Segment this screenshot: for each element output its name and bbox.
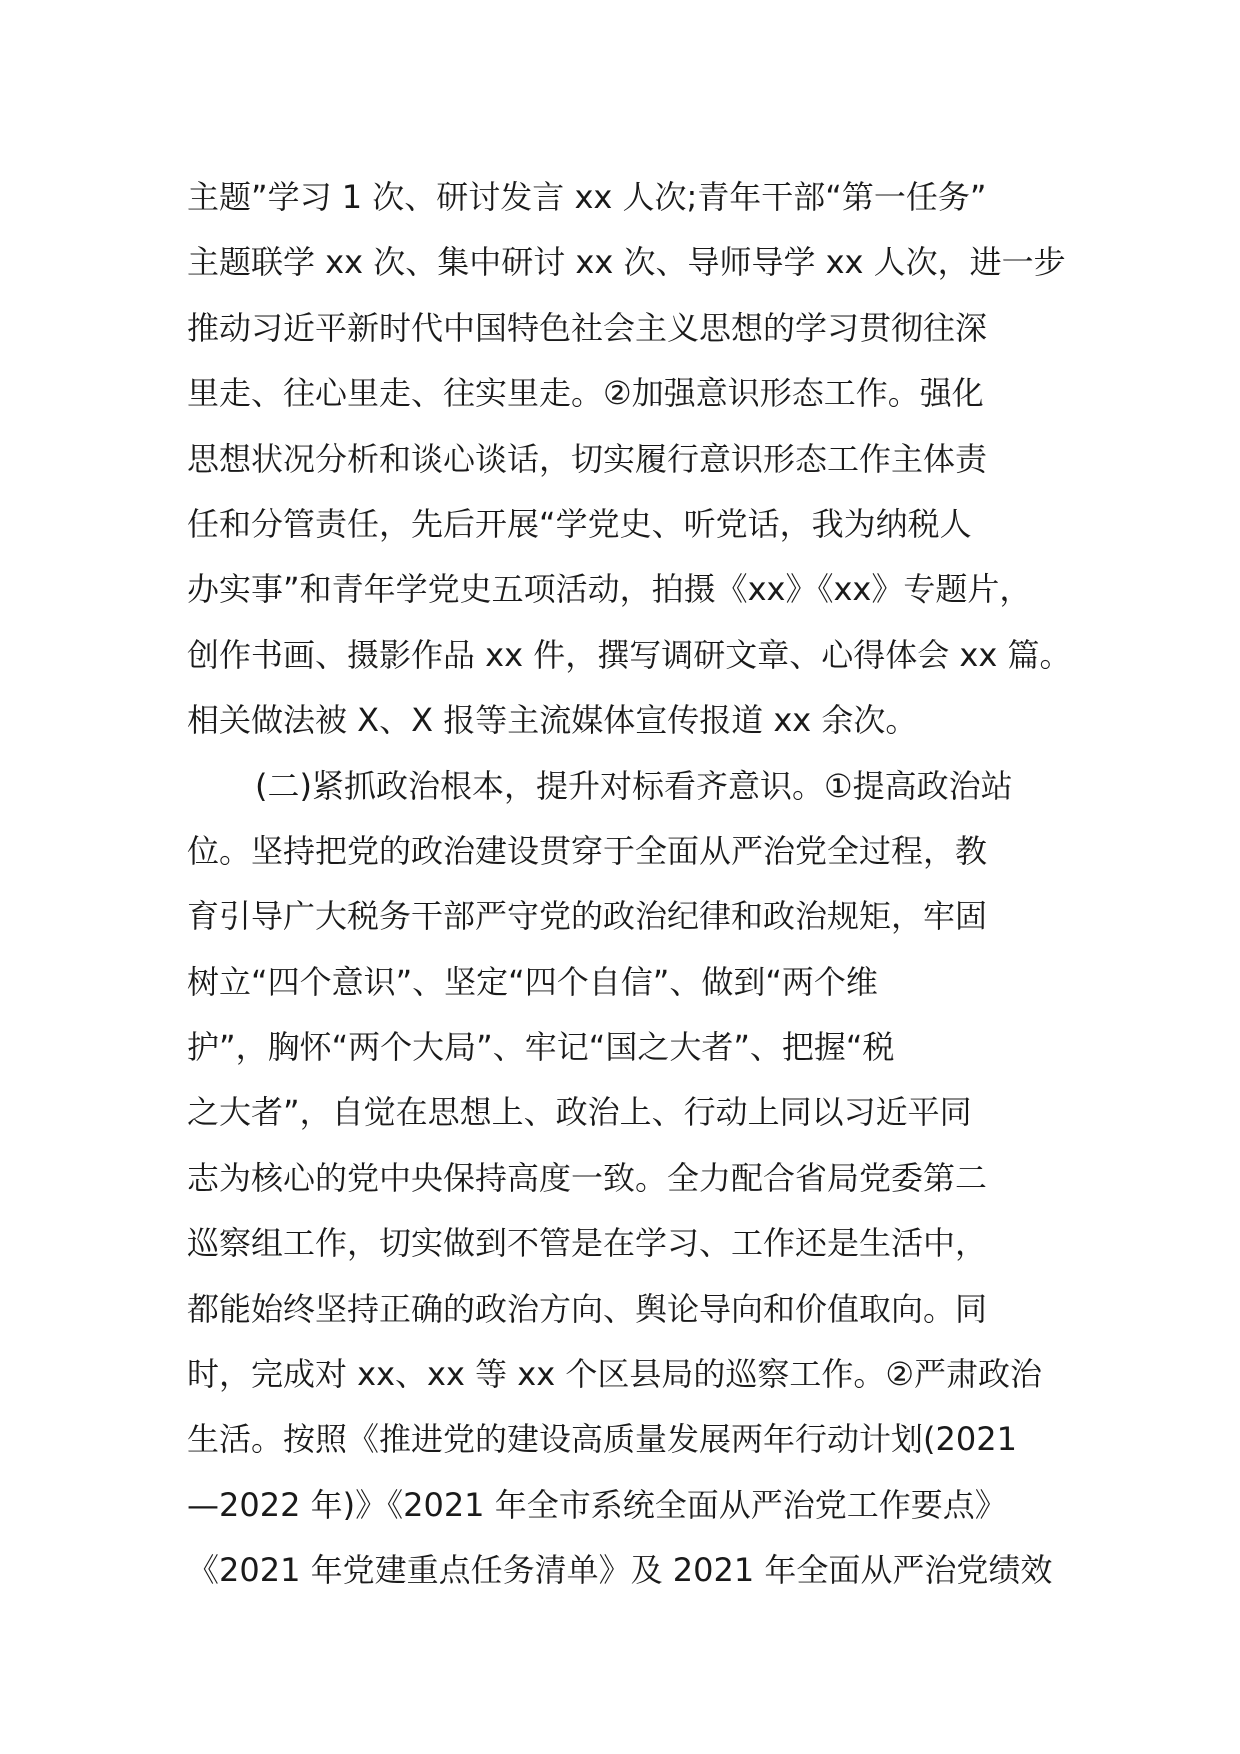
text-line: 位。坚持把党的政治建设贯穿于全面从严治党全过程，教 bbox=[187, 831, 988, 870]
text-line: 树立“四个意识”、坚定“四个自信”、做到“两个维 bbox=[187, 962, 878, 1001]
body-text bbox=[187, 165, 1087, 1604]
section-heading-line: (二)紧抓政治根本，提升对标看齐意识。①提高政治站 bbox=[255, 766, 1013, 805]
text-line: 主题”学习 1 次、研讨发言 xx 人次;青年干部“第一任务” bbox=[187, 178, 987, 216]
text-line: 时，完成对 xx、xx 等 xx 个区县局的巡察工作。②严肃政治 bbox=[187, 1355, 1043, 1394]
text-line: —2022 年)》《2021 年全市系统全面从严治党工作要点》 bbox=[187, 1485, 1007, 1524]
text-line: 任和分管责任，先后开展“学党史、听党话，我为纳税人 bbox=[187, 504, 972, 543]
text-line: 相关做法被 X、X 报等主流媒体宣传报道 xx 余次。 bbox=[187, 701, 918, 740]
text-line: 创作书画、摄影作品 xx 件，撰写调研文章、心得体会 xx 篇。 bbox=[187, 635, 1072, 674]
text-line: 主题联学 xx 次、集中研讨 xx 次、导师导学 xx 人次，进一步 bbox=[187, 243, 1066, 282]
text-line: 里走、往心里走、往实里走。②加强意识形态工作。强化 bbox=[187, 374, 984, 413]
text-line: 办实事”和青年学党史五项活动，拍摄《xx》《xx》专题片， bbox=[187, 570, 1032, 609]
text-line: 之大者”，自觉在思想上、政治上、行动上同以习近平同 bbox=[187, 1093, 972, 1132]
text-line: 志为核心的党中央保持高度一致。全力配合省局党委第二 bbox=[187, 1158, 988, 1197]
text-line: 《2021 年党建重点任务清单》及 2021 年全面从严治党绩效 bbox=[187, 1551, 1053, 1590]
text-line: 护”，胸怀“两个大局”、牢记“国之大者”、把握“税 bbox=[187, 1028, 895, 1067]
text-line: 思想状况分析和谈心谈话，切实履行意识形态工作主体责 bbox=[187, 439, 988, 478]
text-line: 育引导广大税务干部严守党的政治纪律和政治规矩，牢固 bbox=[187, 897, 988, 936]
text-line: 推动习近平新时代中国特色社会主义思想的学习贯彻往深 bbox=[187, 308, 988, 347]
text-line: 巡察组工作，切实做到不管是在学习、工作还是生活中， bbox=[187, 1224, 988, 1263]
text-line: 都能始终坚持正确的政治方向、舆论导向和价值取向。同 bbox=[187, 1289, 988, 1328]
text-line: 生活。按照《推进党的建设高质量发展两年行动计划(2021 bbox=[187, 1420, 1017, 1459]
